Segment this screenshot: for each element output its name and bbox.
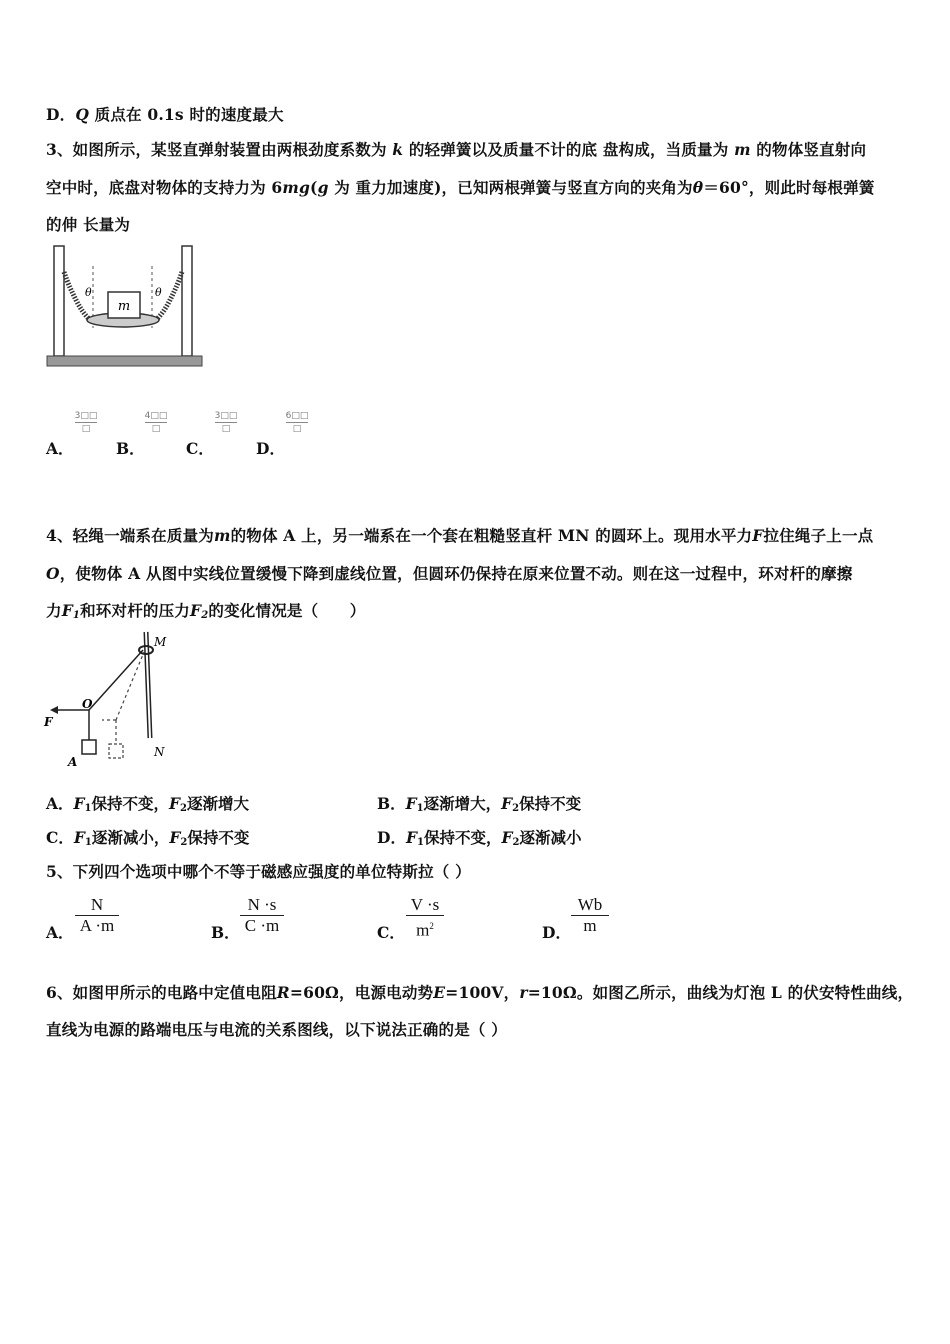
q4-line-2: [46, 562, 852, 584]
text: 4、轻绳一端系在质量为: [46, 526, 214, 545]
denominator: □: [151, 424, 161, 434]
exponent: 2: [429, 921, 434, 931]
var-g: g: [317, 178, 329, 197]
option-text: 逐渐减小: [519, 828, 582, 847]
option-label: A．: [46, 794, 74, 813]
var-f2: $F_2$: [190, 601, 209, 621]
var-small-r: r: [519, 983, 528, 1002]
label-o: O: [82, 697, 93, 711]
q5-option-d-label: D．: [542, 923, 571, 942]
var-f: F: [61, 601, 73, 620]
var-e: E: [433, 983, 446, 1002]
text: 的物体 A 上，另一端系在一个套在粗糙竖直杆 MN 的圆环上。现用水平力: [230, 526, 753, 545]
text: 6、如图甲所示的电路中定值电阻: [46, 983, 277, 1002]
text: (: [310, 178, 318, 197]
option-text: 质点在 0.1s 时的速度最大: [94, 105, 284, 124]
left-wall: [54, 246, 64, 356]
right-wall: [182, 246, 192, 356]
option-text: 保持不变，: [423, 828, 502, 847]
text: 空中时，底盘对物体的支持力为 6: [46, 178, 283, 197]
q3-option-c-fraction: [213, 411, 239, 434]
text: 拉住绳子上一点: [763, 526, 874, 545]
base-plate: [47, 356, 202, 366]
q3-option-d-fraction: [284, 411, 310, 434]
q5-option-b-fraction: [240, 895, 284, 936]
right-angle-label: θ: [155, 286, 162, 299]
text: 力: [46, 601, 62, 620]
q3-option-c-label: C．: [186, 439, 214, 458]
text: 和环对杆的压力: [80, 601, 190, 620]
denominator: [406, 915, 444, 941]
option-label: C．: [46, 828, 74, 847]
var-f: F: [169, 794, 181, 813]
q3-option-a-fraction: [73, 411, 99, 434]
q3-line-1: [46, 138, 866, 160]
q4-option-b: B．$F_1$逐渐增大，$F_2$保持不变: [377, 794, 582, 814]
q6-line-1: [46, 981, 913, 1003]
text: 的变化情况是（ ）: [208, 601, 366, 620]
option-text: 保持不变，: [91, 794, 170, 813]
arrow-head: [50, 706, 58, 714]
var-f: F: [169, 828, 181, 847]
label-a: A: [68, 755, 78, 769]
var-q: Q: [75, 105, 90, 124]
var-f: F: [752, 526, 764, 545]
q5-option-c-fraction: [406, 895, 444, 941]
numerator: 4□□: [144, 411, 168, 421]
denominator: m: [571, 915, 609, 936]
var-f: F: [501, 828, 513, 847]
q3-option-b-fraction: [143, 411, 169, 434]
text: ，使物体 A 从图中实线位置缓慢下降到虚线位置，但圆环仍保持在原来位置不动。则在这一过程中，环对杆的摩擦: [59, 564, 853, 583]
var-o: O: [46, 564, 60, 583]
q5-option-a-fraction: [75, 895, 119, 936]
q3-option-b-label: B．: [116, 439, 145, 458]
q3-line-2: [46, 176, 875, 198]
text: =60Ω，电源电动势: [289, 983, 434, 1002]
text: =100V，: [445, 983, 520, 1002]
block-a-solid: [82, 740, 96, 754]
option-text: 逐渐增大: [187, 794, 250, 813]
numerator: N: [90, 895, 104, 914]
option-text: 逐渐减小，: [91, 828, 170, 847]
q3-spring-figure: [46, 244, 204, 370]
option-text: 保持不变: [519, 794, 582, 813]
var-k: k: [392, 140, 404, 159]
var-theta: θ: [692, 178, 704, 197]
denominator: C ·m: [240, 915, 284, 936]
var-r: R: [276, 983, 290, 1002]
var-f: F: [73, 794, 85, 813]
q5-option-b-label: B．: [211, 923, 240, 942]
text: 为 重力加速度)，已知两根弹簧与竖直方向的夹角为: [328, 178, 693, 197]
q3-option-d-label: D．: [256, 439, 285, 458]
var-mg: mg: [282, 178, 311, 197]
numerator: 6□□: [285, 411, 309, 421]
var-f: F: [501, 794, 513, 813]
numerator: Wb: [577, 895, 603, 914]
var-f: F: [405, 828, 417, 847]
numerator: 3□□: [214, 411, 238, 421]
numerator: V ·s: [410, 895, 440, 914]
denominator-base: m: [416, 920, 430, 940]
text: =10Ω。如图乙所示，曲线为灯泡 L 的伏安特性曲线，: [527, 983, 914, 1002]
q4-line-3: [46, 599, 365, 621]
q5-stem: 5、下列四个选项中哪个不等于磁感应强度的单位特斯拉（ ）: [46, 862, 471, 881]
option-text: 保持不变: [187, 828, 250, 847]
denominator: □: [292, 424, 302, 434]
option-label: B．: [377, 794, 406, 813]
option-label: D．: [377, 828, 406, 847]
text: 的伸 长量为: [46, 215, 131, 234]
q4-line-1: [46, 524, 873, 546]
label-n: N: [154, 745, 165, 759]
label-m: M: [154, 635, 167, 649]
label-f: F: [44, 715, 53, 729]
q4-option-c: C．$F_1$逐渐减小，$F_2$保持不变: [46, 828, 250, 848]
var-m: m: [214, 526, 231, 545]
mass-label: m: [117, 299, 131, 314]
block-a-dashed: [109, 744, 123, 758]
q4-option-a: A．$F_1$保持不变，$F_2$逐渐增大: [46, 794, 250, 814]
q3-line-3: [46, 213, 130, 235]
var-m: m: [734, 140, 751, 159]
denominator: □: [81, 424, 91, 434]
text: 的物体竖直射向: [756, 140, 867, 159]
var-f: F: [190, 601, 202, 620]
text: 3、如图所示，某竖直弹射装置由两根劲度系数为: [46, 140, 387, 159]
left-angle-label: θ: [85, 286, 92, 299]
q4-option-d: D．$F_1$保持不变，$F_2$逐渐减小: [377, 828, 582, 848]
rope-upper-dashed: [116, 652, 144, 720]
q3-option-a-label: A．: [46, 439, 74, 458]
denominator: □: [221, 424, 231, 434]
option-label: D．: [46, 105, 76, 124]
q2-option-d: [46, 103, 284, 125]
denominator: A ·m: [75, 915, 119, 936]
numerator: 3□□: [74, 411, 98, 421]
q5-option-d-fraction: [571, 895, 609, 936]
text: ＝60°，则此时每根弹簧: [703, 178, 875, 197]
var-f: F: [73, 828, 85, 847]
q4-rope-figure: [42, 628, 172, 770]
q5-option-c-label: C．: [377, 923, 405, 942]
text: 的轻弹簧以及质量不计的底 盘构成，当质量为: [408, 140, 729, 159]
option-text: 逐渐增大，: [423, 794, 502, 813]
q5-option-a-label: A．: [46, 923, 74, 942]
var-f: F: [405, 794, 417, 813]
var-f1: $F_1$: [61, 601, 81, 621]
numerator: N ·s: [247, 895, 277, 914]
rope-upper-solid: [89, 650, 143, 710]
q6-line-2: 直线为电源的路端电压与电流的关系图线，以下说法正确的是（ ）: [46, 1020, 507, 1039]
